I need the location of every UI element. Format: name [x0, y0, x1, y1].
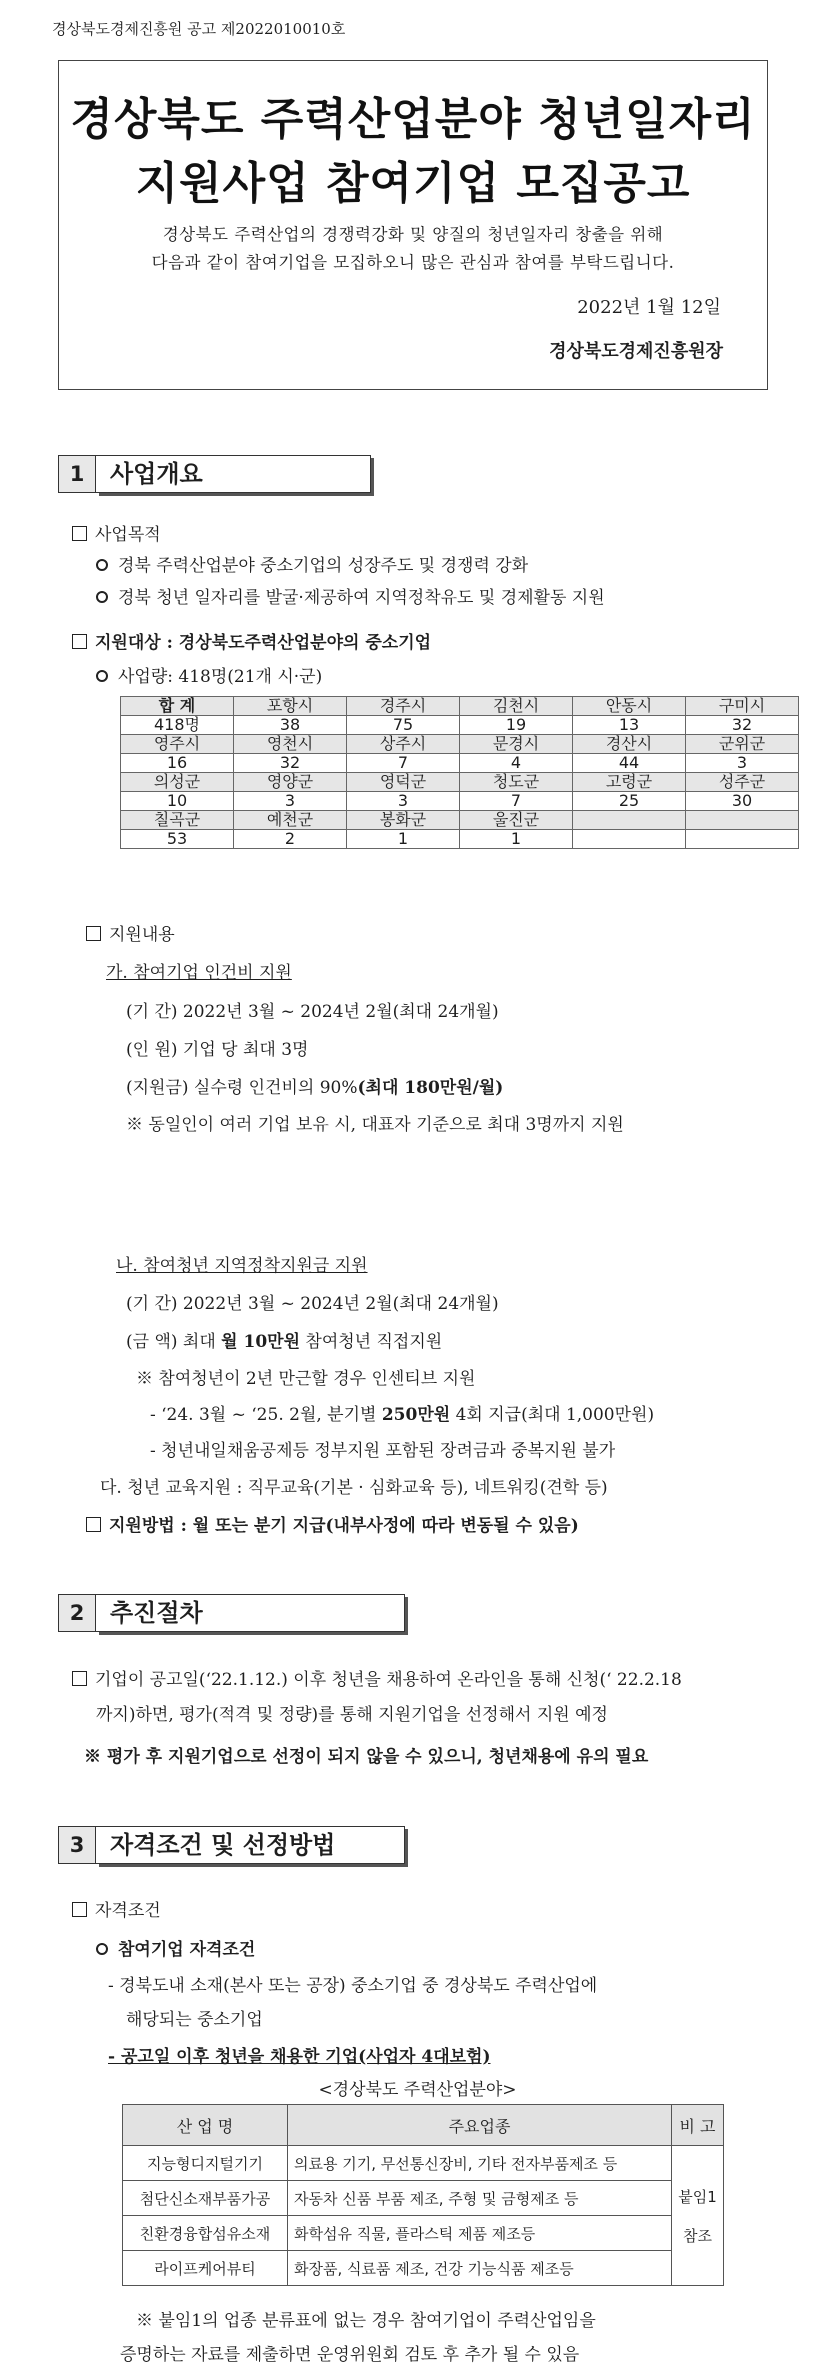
qualification-sub-heading: 참여기업 자격조건 — [96, 1935, 255, 1960]
table-cell — [686, 811, 799, 830]
table-cell: 영천시 — [234, 735, 347, 754]
purpose-item: 경북 주력산업분야 중소기업의 성장주도 및 경쟁력 강화 — [96, 551, 528, 576]
table-cell: 1 — [347, 830, 460, 849]
industry-table-caption: <경상북도 주력산업분야> — [318, 2080, 517, 2100]
table-cell: 봉화군 — [347, 811, 460, 830]
table-cell: 경주시 — [347, 697, 460, 716]
circle-bullet-icon — [96, 1943, 108, 1955]
intro-line-1: 경상북도 주력산업의 경쟁력강화 및 양질의 청년일자리 창출을 위해 — [162, 225, 664, 244]
table-cell: 예천군 — [234, 811, 347, 830]
support-b-dash-1: - ‘24. 3월 ~ ‘25. 2월, 분기별 250만원 4회 지급(최대 1,000만원) — [150, 1405, 655, 1425]
qualification-dash-1-line-1: - 경북도내 소재(본사 또는 공장) 중소기업 중 경상북도 주력산업에 — [108, 1976, 598, 1996]
table-row — [121, 735, 799, 754]
support-b-dash-2: - 청년내일채움공제등 정부지원 포함된 장려금과 중복지원 불가 — [150, 1441, 616, 1461]
table-cell: 19 — [460, 716, 573, 735]
table-cell: 53 — [121, 830, 234, 849]
support-b-amount: (금 액) 최대 월 10만원 참여청년 직접지원 — [126, 1332, 443, 1352]
table-row — [123, 2105, 724, 2146]
table-row — [121, 754, 799, 773]
support-a-note: ※ 동일인이 여러 기업 보유 시, 대표자 기준으로 최대 3명까지 지원 — [126, 1115, 624, 1135]
table-row — [121, 811, 799, 830]
table-cell: 2 — [234, 830, 347, 849]
support-method: 지원방법 : 월 또는 분기 지급(내부사정에 따라 변동될 수 있음) — [86, 1511, 579, 1536]
circle-bullet-icon — [96, 559, 108, 571]
table-cell: 4 — [460, 754, 573, 773]
table-cell: 칠곡군 — [121, 811, 234, 830]
support-b-period: (기 간) 2022년 3월 ~ 2024년 2월(최대 24개월) — [126, 1294, 499, 1314]
page-title-line-1: 경상북도 주력산업분야 청년일자리 — [70, 94, 756, 145]
table-cell: 7 — [460, 792, 573, 811]
table-cell: 자동차 신품 부품 제조, 주형 및 금형제조 등 — [288, 2181, 672, 2216]
table-cell: 경산시 — [573, 735, 686, 754]
table-cell: 안동시 — [573, 697, 686, 716]
circle-bullet-icon — [96, 670, 108, 682]
section-1-title: 사업개요 — [96, 455, 371, 493]
table-row — [121, 773, 799, 792]
section-3-title: 자격조건 및 선정방법 — [96, 1826, 405, 1864]
table-cell: 3 — [234, 792, 347, 811]
section-3-number: 3 — [58, 1826, 96, 1864]
purpose-heading: 사업목적 — [72, 520, 161, 545]
table-cell: 13 — [573, 716, 686, 735]
table-cell: 32 — [234, 754, 347, 773]
support-a-people: (인 원) 기업 당 최대 3명 — [126, 1040, 309, 1060]
table-cell: 의성군 — [121, 773, 234, 792]
table-cell: 합 계 — [121, 697, 234, 716]
support-a-amount: (지원금) 실수령 인건비의 90%(최대 180만원/월) — [126, 1078, 504, 1098]
table-cell: 32 — [686, 716, 799, 735]
table-cell: 3 — [686, 754, 799, 773]
scale-label: 사업량: 418명(21개 시·군) — [96, 662, 322, 687]
checkbox-square-icon — [72, 1671, 87, 1686]
table-cell: 25 — [573, 792, 686, 811]
table-cell: 청도군 — [460, 773, 573, 792]
table-header-remarks: 비 고 — [672, 2105, 724, 2146]
industry-table — [122, 2104, 724, 2286]
target-heading: 지원대상 : 경상북도주력산업분야의 중소기업 — [72, 628, 431, 653]
table-cell: 10 — [121, 792, 234, 811]
table-cell: 라이프케어뷰티 — [123, 2251, 288, 2286]
table-row — [123, 2146, 724, 2181]
table-cell — [573, 830, 686, 849]
title-box — [58, 60, 768, 390]
table-cell: 영주시 — [121, 735, 234, 754]
table-cell: 김천시 — [460, 697, 573, 716]
support-b-title: 나. 참여청년 지역정착지원금 지원 — [116, 1256, 368, 1276]
table-header-business: 주요업종 — [288, 2105, 672, 2146]
notice-number: 경상북도경제진흥원 공고 제2022010010호 — [52, 20, 346, 38]
purpose-item: 경북 청년 일자리를 발굴·제공하여 지역정착유도 및 경제활동 지원 — [96, 583, 605, 608]
table-cell: 군위군 — [686, 735, 799, 754]
support-c-line: 다. 청년 교육지원 : 직무교육(기본 · 심화교육 등), 네트워킹(견학 등) — [100, 1478, 608, 1498]
table-cell: 울진군 — [460, 811, 573, 830]
table-cell: 문경시 — [460, 735, 573, 754]
table-cell: 영덕군 — [347, 773, 460, 792]
quota-table — [120, 696, 799, 849]
procedure-line-1: 기업이 공고일(‘22.1.12.) 이후 청년을 채용하여 온라인을 통해 신청(‘ 22.2.18 — [72, 1665, 682, 1690]
table-cell — [686, 830, 799, 849]
table-cell: 친환경융합섬유소재 — [123, 2216, 288, 2251]
qualification-heading: 자격조건 — [72, 1896, 161, 1921]
table-cell: 첨단신소재부품가공 — [123, 2181, 288, 2216]
table-row — [121, 697, 799, 716]
table-cell: 1 — [460, 830, 573, 849]
signer: 경상북도경제진흥원장 — [549, 341, 723, 362]
section-2-title: 추진절차 — [96, 1594, 405, 1632]
qualification-dash-1-line-2: 해당되는 중소기업 — [126, 2010, 263, 2030]
table-row — [123, 2251, 724, 2286]
table-cell: 7 — [347, 754, 460, 773]
procedure-note: ※ 평가 후 지원기업으로 선정이 되지 않을 수 있으니, 청년채용에 유의 필요 — [84, 1747, 649, 1767]
table-cell: 고령군 — [573, 773, 686, 792]
table-cell: 16 — [121, 754, 234, 773]
page-title-line-2: 지원사업 참여기업 모집공고 — [135, 158, 691, 209]
support-b-note: ※ 참여청년이 2년 만근할 경우 인센티브 지원 — [136, 1369, 476, 1389]
table-header-industry: 산 업 명 — [123, 2105, 288, 2146]
procedure-line-2: 까지)하면, 평가(적격 및 정량)를 통해 지원기업을 선정해서 지원 예정 — [96, 1705, 608, 1725]
table-row — [123, 2216, 724, 2251]
circle-bullet-icon — [96, 591, 108, 603]
table-cell: 44 — [573, 754, 686, 773]
checkbox-square-icon — [86, 926, 101, 941]
footnote-line-1: ※ 붙임1의 업종 분류표에 없는 경우 참여기업이 주력산업임을 — [136, 2311, 596, 2331]
footnote-line-2: 증명하는 자료를 제출하면 운영위원회 검토 후 추가 될 수 있음 — [120, 2345, 580, 2365]
table-row — [121, 830, 799, 849]
table-row — [123, 2181, 724, 2216]
section-2-number: 2 — [58, 1594, 96, 1632]
checkbox-square-icon — [72, 1902, 87, 1917]
table-cell: 의료용 기기, 무선통신장비, 기타 전자부품제조 등 — [288, 2146, 672, 2181]
support-a-title: 가. 참여기업 인건비 지원 — [106, 963, 292, 983]
intro-line-2: 다음과 같이 참여기업을 모집하오니 많은 관심과 참여를 부탁드립니다. — [151, 253, 675, 272]
table-cell: 38 — [234, 716, 347, 735]
table-cell: 3 — [347, 792, 460, 811]
support-a-period: (기 간) 2022년 3월 ~ 2024년 2월(최대 24개월) — [126, 1002, 499, 1022]
table-cell: 구미시 — [686, 697, 799, 716]
section-1-number: 1 — [58, 455, 96, 493]
table-cell: 영양군 — [234, 773, 347, 792]
table-cell: 30 — [686, 792, 799, 811]
table-cell: 75 — [347, 716, 460, 735]
table-cell: 화장품, 식료품 제조, 건강 기능식품 제조등 — [288, 2251, 672, 2286]
table-cell: 포항시 — [234, 697, 347, 716]
table-row — [121, 792, 799, 811]
checkbox-square-icon — [72, 526, 87, 541]
table-cell: 성주군 — [686, 773, 799, 792]
table-cell: 화학섬유 직물, 플라스틱 제품 제조등 — [288, 2216, 672, 2251]
checkbox-square-icon — [72, 634, 87, 649]
table-cell: 상주시 — [347, 735, 460, 754]
support-heading: 지원내용 — [86, 920, 175, 945]
remark-cell: 붙임1 참조 — [672, 2146, 724, 2286]
table-cell: 418명 — [121, 716, 234, 735]
table-cell — [573, 811, 686, 830]
checkbox-square-icon — [86, 1517, 101, 1532]
table-row — [121, 716, 799, 735]
announcement-date: 2022년 1월 12일 — [577, 297, 721, 318]
table-cell: 지능형디지털기기 — [123, 2146, 288, 2181]
qualification-dash-2: - 공고일 이후 청년을 채용한 기업(사업자 4대보험) — [108, 2047, 491, 2067]
